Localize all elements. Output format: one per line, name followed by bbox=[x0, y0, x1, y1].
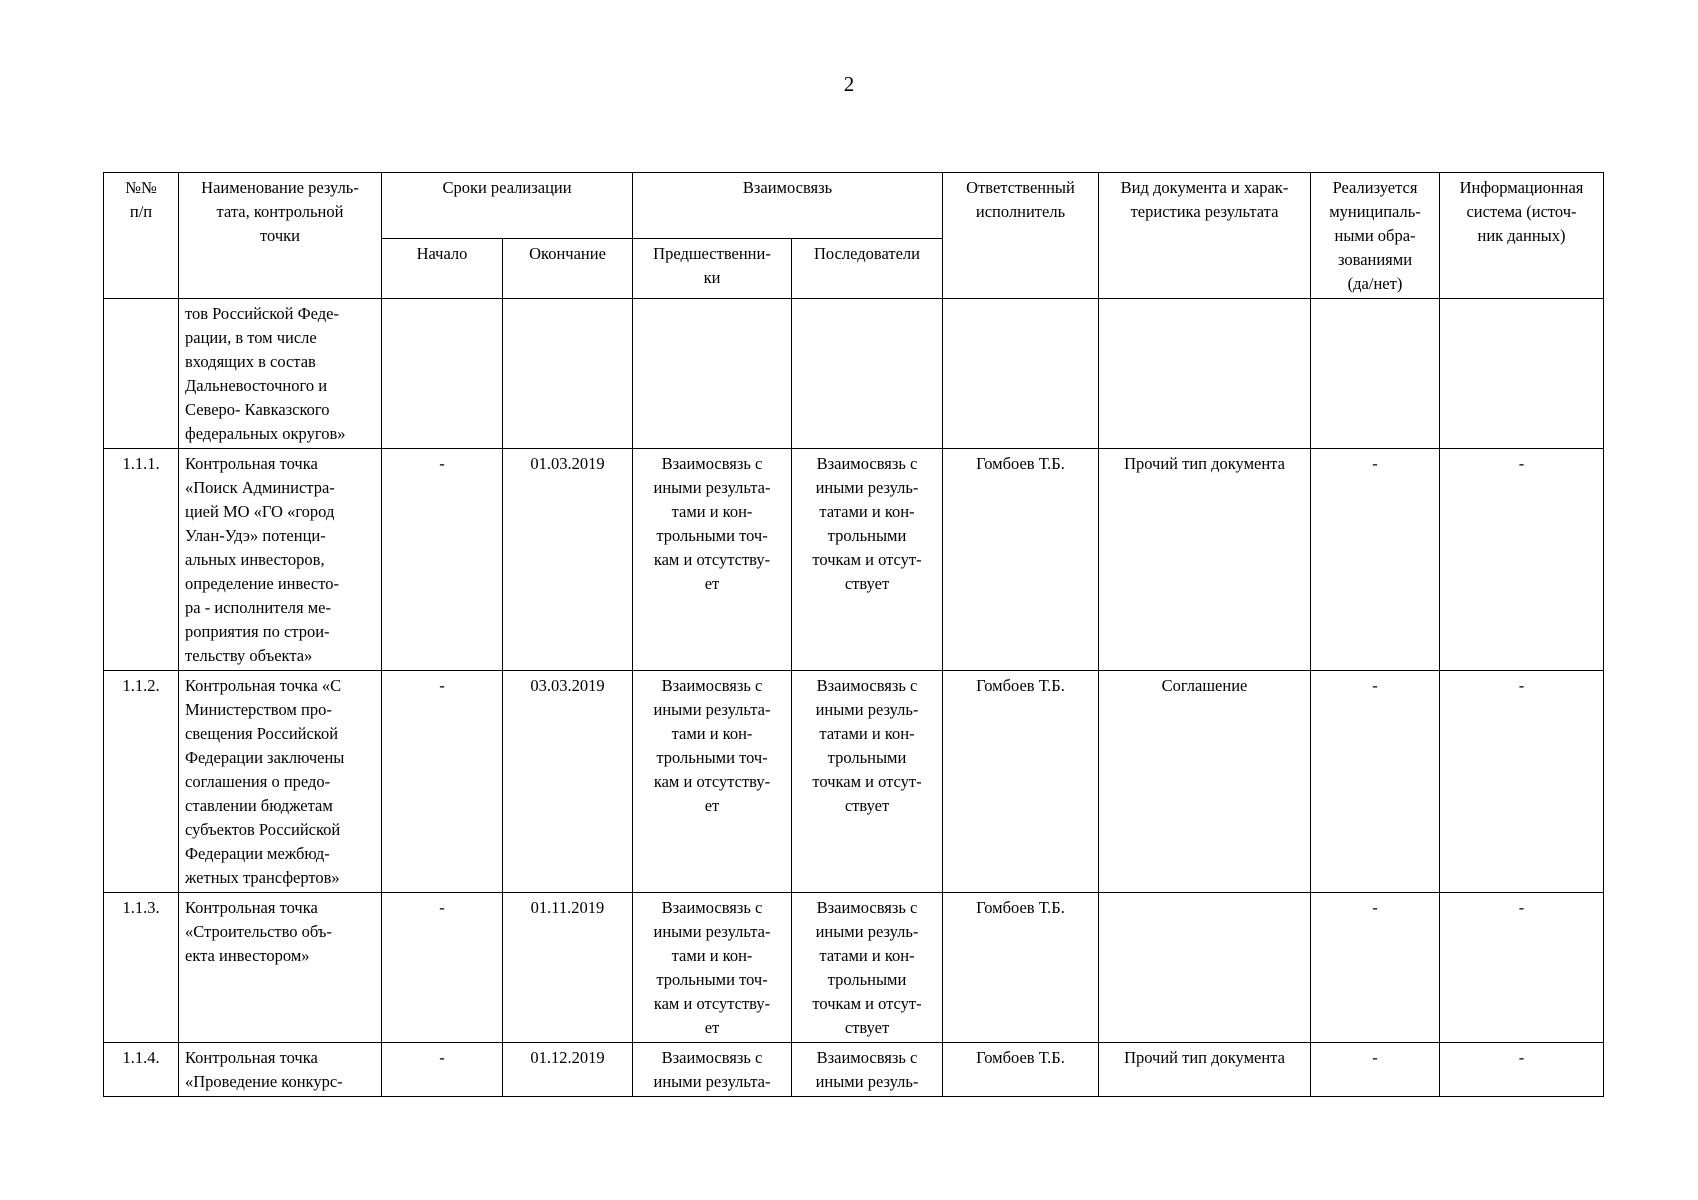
cell-responsible bbox=[943, 299, 1099, 449]
cell-municipal: - bbox=[1311, 671, 1440, 893]
table-row bbox=[104, 671, 1604, 893]
cell-name: Контрольная точка «Проведение конкурс- bbox=[179, 1043, 382, 1097]
cell-info-system: - bbox=[1440, 449, 1604, 671]
cell-doc-type: Прочий тип документа bbox=[1099, 449, 1311, 671]
cell-num: 1.1.3. bbox=[104, 893, 179, 1043]
cell-responsible: Гомбоев Т.Б. bbox=[943, 671, 1099, 893]
cell-name: Контрольная точка «Строительство объ- екта инвестором» bbox=[179, 893, 382, 1043]
cell-responsible: Гомбоев Т.Б. bbox=[943, 893, 1099, 1043]
cell-successors: Взаимосвязь с иными резуль- татами и кон- трольными точкам и отсут- ствует bbox=[792, 449, 943, 671]
cell-info-system bbox=[1440, 299, 1604, 449]
cell-successors: Взаимосвязь с иными резуль- bbox=[792, 1043, 943, 1097]
cell-predecessors: Взаимосвязь с иными результа- тами и кон- трольными точ- кам и отсутству- ет bbox=[633, 449, 792, 671]
cell-name: Контрольная точка «С Министерством про- свещения Российской Федерации заключены соглашения о предо- ставлении бюджетам субъектов Российской Федерации межбюд- жетных трансфертов» bbox=[179, 671, 382, 893]
header-predecessors: Предшественни- ки bbox=[633, 239, 792, 299]
header-successors: Последователи bbox=[792, 239, 943, 299]
header-info-system: Информационная система (источ- ник данных) bbox=[1440, 173, 1604, 299]
cell-num: 1.1.1. bbox=[104, 449, 179, 671]
cell-name: тов Российской Феде- рации, в том числе входящих в состав Дальневосточного и Северо- Кавказского федеральных округов» bbox=[179, 299, 382, 449]
cell-end: 01.12.2019 bbox=[503, 1043, 633, 1097]
cell-municipal: - bbox=[1311, 449, 1440, 671]
cell-successors bbox=[792, 299, 943, 449]
cell-doc-type: Соглашение bbox=[1099, 671, 1311, 893]
cell-municipal bbox=[1311, 299, 1440, 449]
table-row bbox=[104, 299, 1604, 449]
cell-start: - bbox=[382, 893, 503, 1043]
cell-info-system: - bbox=[1440, 671, 1604, 893]
header-responsible: Ответственный исполнитель bbox=[943, 173, 1099, 299]
header-row-1 bbox=[104, 173, 1604, 239]
cell-predecessors: Взаимосвязь с иными результа- bbox=[633, 1043, 792, 1097]
cell-predecessors bbox=[633, 299, 792, 449]
cell-start: - bbox=[382, 671, 503, 893]
control-points-table bbox=[103, 172, 1604, 1097]
cell-end: 01.03.2019 bbox=[503, 449, 633, 671]
cell-predecessors: Взаимосвязь с иными результа- тами и кон- трольными точ- кам и отсутству- ет bbox=[633, 893, 792, 1043]
cell-start bbox=[382, 299, 503, 449]
cell-successors: Взаимосвязь с иными резуль- татами и кон- трольными точкам и отсут- ствует bbox=[792, 893, 943, 1043]
cell-num: 1.1.4. bbox=[104, 1043, 179, 1097]
cell-responsible: Гомбоев Т.Б. bbox=[943, 1043, 1099, 1097]
table-row bbox=[104, 893, 1604, 1043]
header-end: Окончание bbox=[503, 239, 633, 299]
cell-start: - bbox=[382, 1043, 503, 1097]
header-name: Наименование резуль- тата, контрольной точки bbox=[179, 173, 382, 299]
header-municipal: Реализуется муниципаль- ными обра- зованиями (да/нет) bbox=[1311, 173, 1440, 299]
header-relation: Взаимосвязь bbox=[633, 173, 943, 239]
cell-num bbox=[104, 299, 179, 449]
cell-municipal: - bbox=[1311, 893, 1440, 1043]
header-num: №№ п/п bbox=[104, 173, 179, 299]
header-terms: Сроки реализации bbox=[382, 173, 633, 239]
cell-end: 03.03.2019 bbox=[503, 671, 633, 893]
cell-successors: Взаимосвязь с иными резуль- татами и кон- трольными точкам и отсут- ствует bbox=[792, 671, 943, 893]
cell-predecessors: Взаимосвязь с иными результа- тами и кон- трольными точ- кам и отсутству- ет bbox=[633, 671, 792, 893]
header-doc-type: Вид документа и харак- теристика результата bbox=[1099, 173, 1311, 299]
cell-name: Контрольная точка «Поиск Администра- цией МО «ГО «город Улан-Удэ» потенци- альных инвесторов, определение инвесто- ра - исполнителя ме- роприятия по строи- тельству объекта» bbox=[179, 449, 382, 671]
cell-doc-type bbox=[1099, 299, 1311, 449]
cell-end: 01.11.2019 bbox=[503, 893, 633, 1043]
cell-start: - bbox=[382, 449, 503, 671]
cell-end bbox=[503, 299, 633, 449]
cell-responsible: Гомбоев Т.Б. bbox=[943, 449, 1099, 671]
cell-municipal: - bbox=[1311, 1043, 1440, 1097]
cell-doc-type: Прочий тип документа bbox=[1099, 1043, 1311, 1097]
cell-info-system: - bbox=[1440, 893, 1604, 1043]
cell-doc-type bbox=[1099, 893, 1311, 1043]
table-row bbox=[104, 1043, 1604, 1097]
header-start: Начало bbox=[382, 239, 503, 299]
cell-info-system: - bbox=[1440, 1043, 1604, 1097]
page-number: 2 bbox=[843, 72, 855, 96]
cell-num: 1.1.2. bbox=[104, 671, 179, 893]
table-row bbox=[104, 449, 1604, 671]
